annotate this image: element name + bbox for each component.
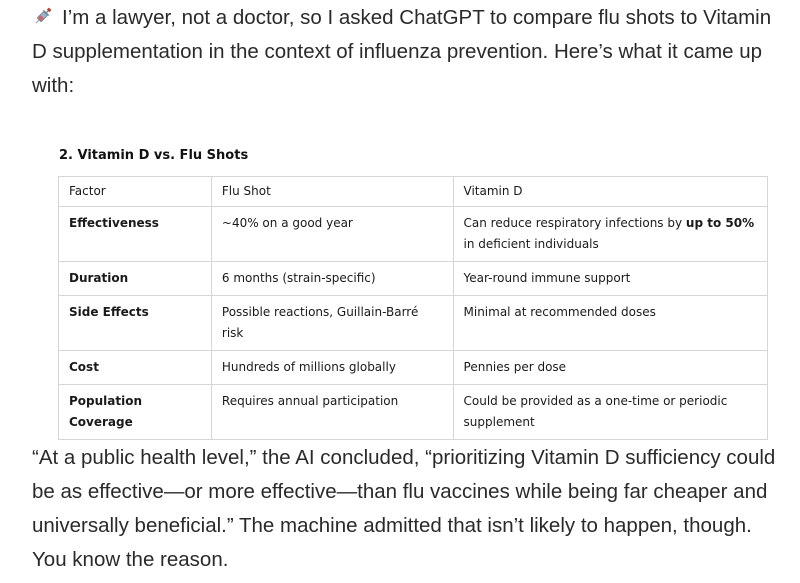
factor-cell: Population Coverage [59, 385, 212, 440]
vitamin-d-text: Can reduce respiratory infections by [463, 216, 686, 230]
table-row [59, 262, 768, 296]
vitamin-d-cell: Year-round immune support [453, 262, 767, 296]
header-factor: Factor [59, 177, 212, 207]
factor-cell: Side Effects [59, 296, 212, 351]
vitamin-d-cell: Could be provided as a one-time or periodic supplement [453, 385, 767, 440]
syringe-icon [32, 5, 54, 27]
flu-shot-cell: Hundreds of millions globally [211, 351, 453, 385]
table-row [59, 385, 768, 440]
vitamin-d-cell [453, 207, 767, 262]
table-row [59, 296, 768, 351]
comparison-table [58, 176, 768, 440]
outro-paragraph: “At a public health level,” the AI concluded, “prioritizing Vitamin D sufficiency could be as effective—or more effective—than flu vaccines while being far cheaper and universally beneficial.” The machine admitted that isn’t likely to happen, though. You know the reason. [32, 446, 776, 571]
factor-cell: Effectiveness [59, 207, 212, 262]
flu-shot-cell: ~40% on a good year [211, 207, 453, 262]
figure-title: 2. Vitamin D vs. Flu Shots [59, 148, 249, 163]
flu-shot-cell: Possible reactions, Guillain-Barré risk [211, 296, 453, 351]
header-flu-shot: Flu Shot [211, 177, 453, 207]
intro-text: I’m a lawyer, not a doctor, so I asked ChatGPT to compare flu shots to Vitamin D supplementation in the context of influenza prevention. Here’s what it came up with: [32, 6, 772, 97]
comparison-figure [56, 146, 768, 440]
table-header-row [59, 177, 768, 207]
flu-shot-cell: Requires annual participation [211, 385, 453, 440]
vitamin-d-cell: Pennies per dose [453, 351, 767, 385]
factor-cell: Cost [59, 351, 212, 385]
header-vitamin-d: Vitamin D [453, 177, 767, 207]
vitamin-d-cell: Minimal at recommended doses [453, 296, 767, 351]
table-row [59, 351, 768, 385]
vitamin-d-text: in deficient individuals [463, 237, 599, 251]
intro-paragraph [32, 1, 787, 103]
vitamin-d-emphasis: up to 50% [685, 216, 755, 230]
factor-cell: Duration [59, 262, 212, 296]
table-row [59, 207, 768, 262]
flu-shot-cell: 6 months (strain-specific) [211, 262, 453, 296]
